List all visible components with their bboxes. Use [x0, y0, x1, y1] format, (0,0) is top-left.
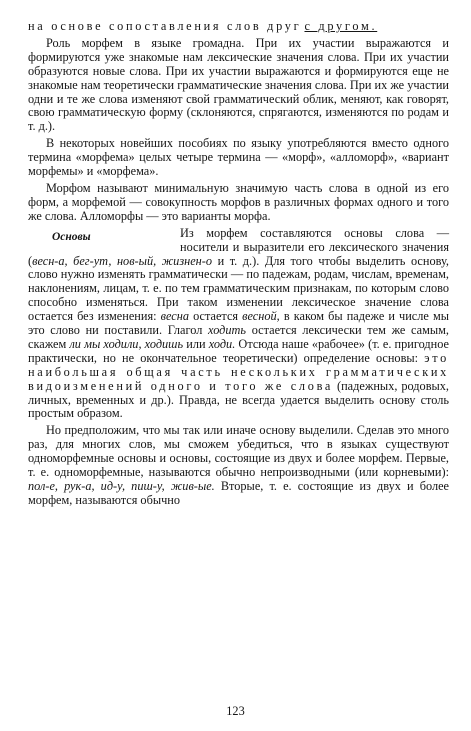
root-examples: пол-е, рук-а, ид-у, пиш-у, жив-ые.	[28, 479, 215, 493]
paragraph-role-of-morphemes: Роль морфем в языке громадна. При их участии выражаются и формируются уже знакомые нам лексические значения слова. При их участии образуются новые слова. При их участии выражаются и формируются еще не знакомые нам теоретически грамматические значения слова. При их же участии одни и те же слова изменяют свой грамматический облик, меняют, как говорят, свою грамматическую форму (склоняются, спрягаются, изменяются по родам и т. д.).	[28, 35, 449, 134]
lead-paragraph	[28, 20, 449, 34]
paragraph-stems: Основы Из морфем составляются основы слова — носители и выразители его лексического значения (весн-а, бег-ут, нов-ый, жизнен-о и т. д.). Для того чтобы выделить основу, слово нужно изменять грамматически — по падежам, родам, числам, временам, наклонениям, лицам, т. е. по тем грамматическим признакам, по которым слово способно изменяться. При таком изменении лексическое значение слова остается без изменения: весна остается весной, в каком бы падеже и числе мы это слово ни поставили. Глагол ходить остается лексически тем же самым, скажем ли мы ходили, ходишь или ходи. Отсюда наше «рабочее» (т. е. пригодное практически, но не окончательное теоретически) определение основы: это наибольшая общая часть нескольких грамматических видоизменений одного и того же слова (падежных, родовых, личных, временных и др.). Правда, не всегда удается выделить основу столь простым образом.	[28, 225, 450, 421]
paragraph-morph-definition: Морфом называют минимальную значимую часть слова в одной из его форм, а морфемой — совокупность морфов в различных формах одного и того же слова. Алломорфы — это варианты морфа.	[28, 180, 449, 223]
side-heading-stems: Основы	[52, 230, 91, 243]
body-text	[28, 20, 449, 508]
paragraph-terms: В некоторых новейших пособиях по языку употребляются вместо одного термина «морфема» целых четыре термина — «морф», «алломорф», «вариант морфемы» и «морфема».	[28, 136, 449, 179]
example-words: весн-а, бег-ут, нов-ый, жизнен-о	[32, 253, 213, 268]
lead-underlined-text: с другом.	[304, 19, 378, 33]
stem-definition: это наибольшая общая часть нескольких грамматических видоизменений одного и того же слова	[28, 350, 449, 393]
paragraph-one-morpheme-stems: Но предположим, что мы так или иначе основу выделили. Сделав это много раз, для многих слов, мы сможем убедиться, что в языках существуют одноморфемные основы и основы, состоящие из двух и более морфем. Первые, т. е. одноморфемные, называются обычно непроизводными (или корневыми): пол-е, рук-а, ид-у, пиш-у, жив-ые. Вторые, т. е. состоящие из двух и более морфем, называются обычно	[28, 423, 449, 507]
page-number: 123	[226, 704, 245, 718]
lead-spaced-text: на основе сопоставления слов друг	[28, 19, 302, 33]
